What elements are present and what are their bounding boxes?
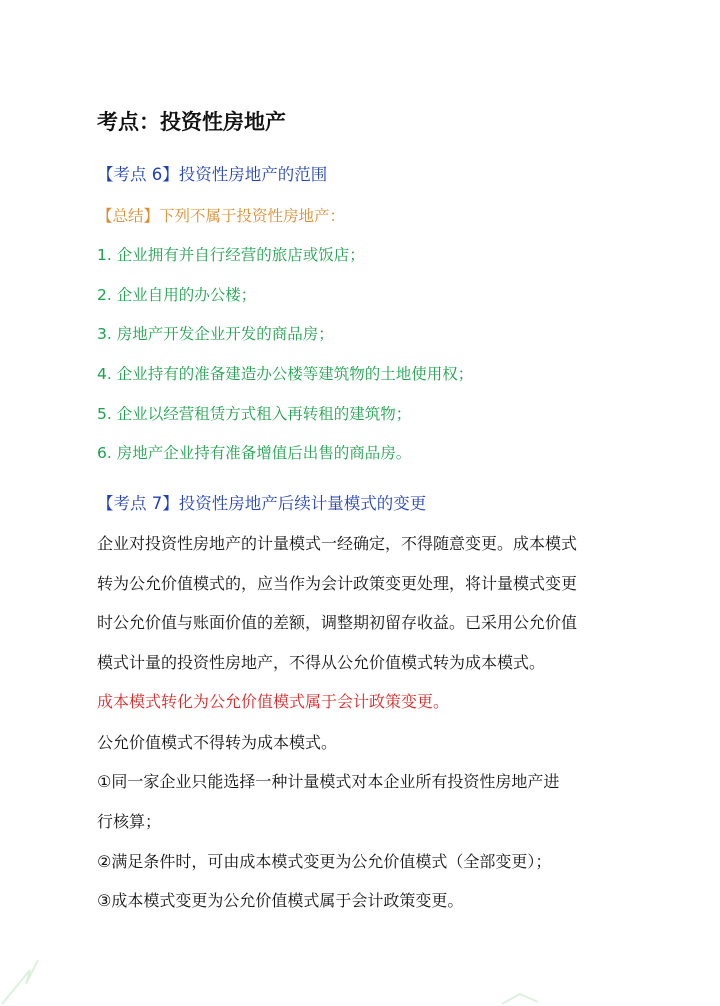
- exclusion-item-2: 2. 企业自用的办公楼；: [97, 286, 257, 304]
- exclusion-item-3: 3. 房地产开发企业开发的商品房；: [97, 325, 334, 343]
- exclusion-item-5: 5. 企业以经营租赁方式租入再转租的建筑物；: [97, 405, 412, 423]
- point-3: ③成本模式变更为公允价值模式属于会计政策变更。: [97, 891, 464, 910]
- point-2: ②满足条件时，可由成本模式变更为公允价值模式（全部变更）；: [97, 852, 552, 871]
- paragraph-line-4: 模式计量的投资性房地产，不得从公允价值模式转为成本模式。: [97, 653, 546, 672]
- corner-decoration-right: [500, 990, 540, 1006]
- corner-decoration-left: [0, 950, 40, 1006]
- section-6-heading: 【考点 6】投资性房地产的范围: [97, 165, 328, 184]
- section-6-summary: 【总结】下列不属于投资性房地产：: [97, 207, 346, 225]
- paragraph-line-3: 时公允价值与账面价值的差额，调整期初留存收益。已采用公允价值: [97, 613, 578, 632]
- exclusion-item-6: 6. 房地产企业持有准备增值后出售的商品房。: [97, 444, 412, 462]
- exclusion-item-4: 4. 企业持有的准备建造办公楼等建筑物的土地使用权；: [97, 365, 474, 383]
- note-line: 公允价值模式不得转为成本模式。: [97, 733, 338, 752]
- paragraph-line-2: 转为公允价值模式的，应当作为会计政策变更处理，将计量模式变更: [97, 574, 578, 593]
- point-1-line-2: 行核算；: [97, 812, 162, 831]
- point-1-line-1: ①同一家企业只能选择一种计量模式对本企业所有投资性房地产进: [97, 772, 560, 791]
- page-title: 考点：投资性房地产: [97, 110, 286, 134]
- section-7-heading: 【考点 7】投资性房地产后续计量模式的变更: [97, 494, 427, 513]
- exclusion-item-1: 1. 企业拥有并自行经营的旅店或饭店；: [97, 246, 365, 264]
- highlight-line: 成本模式转化为公允价值模式属于会计政策变更。: [97, 692, 450, 711]
- paragraph-line-1: 企业对投资性房地产的计量模式一经确定，不得随意变更。成本模式: [97, 534, 578, 553]
